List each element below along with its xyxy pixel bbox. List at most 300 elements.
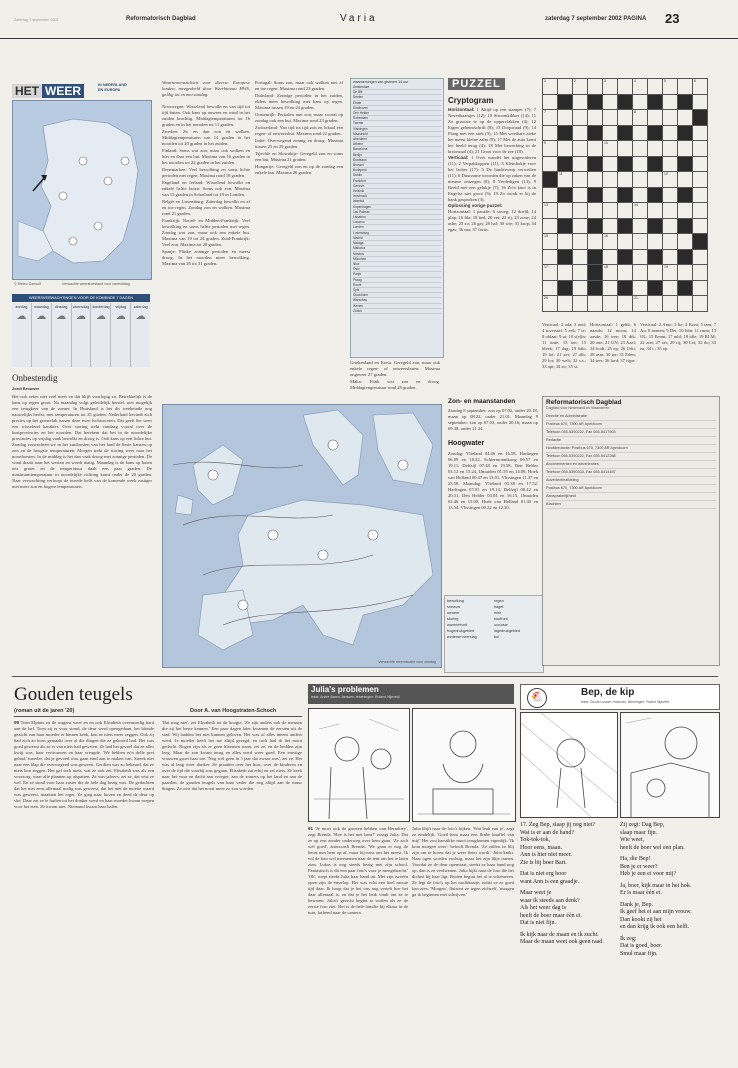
crossword-cell[interactable] — [573, 296, 588, 312]
julia-episode: 91 — [308, 826, 314, 831]
colofon-subtitle: Dagblad voor Nederland en Vlaanderen — [546, 406, 610, 410]
bep-line: Dat is niet fijn. — [520, 920, 556, 926]
crossword-cell[interactable] — [693, 187, 708, 203]
crossword-cell[interactable] — [588, 203, 603, 219]
crossword-number: 12 — [664, 172, 668, 176]
crossword-number: 19 — [664, 265, 668, 269]
crossword-number: 7 — [544, 110, 546, 114]
observation-row: Zürich — [353, 309, 441, 314]
header-date-label: zaterdag 7 september 2002 — [545, 16, 622, 22]
crossword-cell[interactable] — [573, 94, 588, 110]
crossword-cell[interactable] — [693, 141, 708, 157]
crossword-cell[interactable] — [693, 125, 708, 141]
crossword-cell[interactable] — [603, 218, 618, 234]
crossword-number: 18 — [604, 265, 608, 269]
crossword-cell[interactable] — [633, 296, 648, 312]
crossword-black-cell — [588, 265, 603, 281]
crossword-cell[interactable] — [558, 141, 573, 157]
crossword-cell[interactable] — [678, 110, 693, 126]
crossword-cell[interactable] — [558, 79, 573, 95]
forecast-day-label: dinsdag — [54, 305, 68, 309]
crossword-black-cell — [618, 187, 633, 203]
crossword-cell[interactable] — [558, 265, 573, 281]
sun-moon-text: Zondag 8 september: zon op 07.02, onder 20.18; maan op 08.22, onder 21.01. Maandag 9 september: zon op 07.03, onder 20.16; maan op 09.38, onder 21.24. — [448, 408, 538, 431]
crossword-cell[interactable] — [603, 156, 618, 172]
forecast-day-label: vrijdag — [115, 305, 127, 309]
weather-brand-weer: WEER — [42, 84, 84, 98]
bep-line: Als het weer dag is — [520, 905, 566, 911]
crossword-cell[interactable] — [663, 187, 678, 203]
crossword-black-cell — [618, 249, 633, 265]
observation-row: Mallorca — [353, 246, 441, 251]
crossword-cell[interactable] — [603, 187, 618, 203]
bep-line: 17. Zeg Bep, slaap jij nog niet? — [520, 822, 595, 828]
crossword-black-cell — [678, 218, 693, 234]
crossword-cell[interactable] — [573, 110, 588, 126]
crossword-cell[interactable] — [678, 203, 693, 219]
crossword-cell[interactable] — [633, 234, 648, 250]
crossword-cell[interactable] — [618, 296, 633, 312]
crossword-cell[interactable] — [648, 79, 663, 95]
crossword-cell[interactable] — [588, 296, 603, 312]
colofon-line: Advertentieafdeling — [546, 477, 716, 485]
colofon-line: Directie en Administratie — [546, 413, 716, 421]
crossword-cell[interactable] — [633, 249, 648, 265]
map-legend — [444, 595, 544, 673]
forecast-title: WEERSVERWACHTINGEN VOOR DE KOMENDE 7 DAGEN — [12, 294, 150, 302]
crossword-cell[interactable] — [693, 218, 708, 234]
cloud-sun-icon: ☁ — [16, 311, 27, 322]
crossword-cell[interactable] — [633, 141, 648, 157]
puzzel-oplossing-h: Horizontaal: 1 parade; 6 stroeg; 12 doeld; 14 plap; 16 Ida; 18 bed; 20 vet; 22 rij; 23 zone; 24 asbe; 25 zo; 26 gat; 28 haf; 30 wie; 31 krop; 34 egas; 36 ma; 37 fruits. — [448, 209, 536, 232]
country-forecast: Frankrijk: Noord- en Midden-Frankrijk: Veel bewolking en soms lichte perioden met regen. Zondag wat zon, maar ook een enkele bui. Maxima van 19 tot 24 graden. Zuid-Frankrijk: Veel zon. Maxima tot 28 graden. — [162, 218, 250, 247]
crossword-cell[interactable] — [573, 218, 588, 234]
observation-row: De Bilt — [353, 90, 441, 95]
observation-row: Locarno — [353, 220, 441, 225]
crossword-number: 6 — [694, 79, 696, 83]
crossword-cell[interactable] — [603, 234, 618, 250]
crossword-cell[interactable] — [573, 249, 588, 265]
crossword-cell[interactable] — [543, 79, 558, 95]
observation-row: Lissabon — [353, 215, 441, 220]
bep-line: Ha, die Bep! — [620, 856, 651, 862]
weather-brand-sub2: EN EUROPA — [98, 88, 121, 92]
crossword-cell[interactable] — [543, 187, 558, 203]
crossword-cell[interactable] — [693, 265, 708, 281]
crossword-cell[interactable] — [588, 172, 603, 188]
crossword-cell[interactable] — [558, 110, 573, 126]
observation-row: Twente — [353, 121, 441, 126]
crossword-cell[interactable] — [618, 110, 633, 126]
crossword-cell[interactable] — [603, 110, 618, 126]
observation-row: Luxemburg — [353, 231, 441, 236]
bep-header — [520, 684, 720, 710]
legend-item: storing — [447, 617, 459, 621]
crossword-cell[interactable] — [558, 296, 573, 312]
weather-article-byline: Jordi Brouwer — [12, 386, 40, 391]
crossword-cell[interactable] — [543, 265, 558, 281]
crossword-cell[interactable] — [663, 94, 678, 110]
header-page-label: PAGINA — [623, 16, 647, 22]
legend-item: koufront — [494, 617, 508, 621]
crossword-cell[interactable] — [633, 125, 648, 141]
legend-item: hogedrukgebied — [447, 629, 475, 633]
crossword-cell[interactable] — [543, 296, 558, 312]
header-left-date: Zaterdag 7 september 2002 — [14, 18, 59, 22]
bep-line: slaap maar fijn. — [620, 829, 658, 836]
crossword-number: 13 — [544, 203, 548, 207]
legend-item: bewolking — [447, 599, 464, 603]
crossword-cell[interactable] — [678, 265, 693, 281]
observation-row: Brussel — [353, 163, 441, 168]
crossword-number: 3 — [604, 79, 606, 83]
colofon-line: Klachten — [546, 501, 716, 509]
crossword-cell[interactable] — [603, 141, 618, 157]
crossword-cell[interactable] — [558, 234, 573, 250]
crossword-cell[interactable] — [543, 234, 558, 250]
crossword-cell[interactable] — [633, 187, 648, 203]
crossword-black-cell — [648, 94, 663, 110]
puzzel-oplossing-col3: Horizontaal: 1 geblt; 6 naaids; 12 moon; 14 aasde; 16 tree; 18 dik; 20 ene; 21 UN; 23 Azel; 24 kodi; 25 ep; 26 Udo; 28 asm; 30 tor; 31 Eden; 34 tres; 36 lord; 37 rijpe. — [590, 322, 636, 363]
crossword-cell[interactable] — [618, 203, 633, 219]
crossword-cell[interactable] — [663, 249, 678, 265]
country-forecast: Portugal: Soms zon, maar ook wolken met af en toe regen. Maxima rond 23 graden. — [255, 80, 343, 91]
crossword-cell[interactable] — [618, 234, 633, 250]
europe-map-caption: Verwachte weersituatie voor zondag — [378, 660, 436, 664]
crossword-cell[interactable] — [543, 125, 558, 141]
weather-map-caption: Verwachte weerstoestand voor vanmiddag — [62, 282, 130, 286]
serial-title: Gouden teugels — [14, 684, 133, 705]
crossword-black-cell — [618, 280, 633, 296]
weather-map-credit: © Meteo Consult — [14, 282, 41, 286]
crossword-cell[interactable] — [603, 94, 618, 110]
bep-line: Wie weet, — [620, 837, 645, 843]
weather-map-europe — [162, 404, 442, 668]
crossword-cell[interactable] — [588, 110, 603, 126]
chicken-icon: 🐔 — [527, 688, 547, 708]
bep-line: Tok-tok-tok, — [520, 837, 551, 843]
crossword-black-cell — [693, 110, 708, 126]
weather-article-text: Het ook zeker niet veel meer en dat blijft voorlopig zo. Betrekkelijk is de kans op regen groot. Na maandag volgt geleidelijk herstel, met mogelijk een terugkeer van de zomer. In Duitsland is het dit weekeinde nog nauwelijks herfst, met temperaturen tot 25 graden. Nederland bevindt zich precies op het grensvlak tussen deze twee luchtsoorten. Dat geeft het weer een wisselend karakter. Over storing trekt vandaag vooral over de kustprovincies en het noorden. Dat betekent dat het in de noordelijke provincies op vrijdag vaak bewolkt en droog is. Ook kans op een lichte bui. Zondag verwachten we in het zuidoosten van het land de beste kansen op zon en de hoogste temperaturen. Morgen trekt de storing weer naar het noordoosten. In de middag is het dan vaak droog met zonnige perioden. De wind draait naar het westen en wordt matig. Maandag is de kans op buien iets groter en de temperatuur daalt een paar graden. De maximumtemperatuur in noordelijke richting komt onder de 20 graden. Naar verwachting verloopt de tweede helft van de komende week rustiger met meer zon en hogere temperaturen. — [12, 394, 152, 489]
crossword-cell[interactable] — [648, 141, 663, 157]
bep-drawing-2 — [621, 713, 719, 817]
crossword-cell[interactable] — [693, 94, 708, 110]
crossword-black-cell — [678, 125, 693, 141]
crossword-cell[interactable] — [603, 125, 618, 141]
crossword-cell[interactable] — [633, 280, 648, 296]
crossword-number: 15 — [544, 234, 548, 238]
cloud-sun-icon: ☁ — [36, 311, 47, 322]
crossword-cell[interactable] — [663, 280, 678, 296]
observation-row: Dublin — [353, 173, 441, 178]
cloud-sun-icon: ☁ — [56, 311, 67, 322]
crossword-cell[interactable] — [618, 79, 633, 95]
crossword-cell[interactable] — [603, 296, 618, 312]
crossword-cell[interactable] — [678, 172, 693, 188]
crossword-cell[interactable] — [648, 265, 663, 281]
puzzel-oplossing-col4: Verticaal: 2 Amo; 3 Ite; 4 Koni; 5 tam; 7 Au; 8 nemen; 9 Dei; 10 Idin; 11 rmm; 13 OL; 15 Eenm; 17 mbl; 18 idle; 19 RLM; 22 zon; 27 zer; 29 rij; 30 Let; 32 do; 33 ea; 34 t.; 35 ep. — [640, 322, 716, 351]
crossword-cell[interactable] — [573, 156, 588, 172]
crossword-cell[interactable] — [663, 79, 678, 95]
crossword-cell[interactable] — [558, 172, 573, 188]
bep-line: en dan krijg ik ook een helft. — [620, 924, 690, 930]
crossword-cell[interactable] — [633, 172, 648, 188]
observation-row: Amsterdam — [353, 85, 441, 90]
crossword-cell[interactable] — [648, 172, 663, 188]
observation-row: Innsbruck — [353, 194, 441, 199]
forecast-day-label: zaterdag — [133, 305, 148, 309]
crossword-cell[interactable] — [558, 203, 573, 219]
puzzel-brand: PUZZEL — [448, 78, 505, 90]
crossword-grid — [542, 78, 708, 312]
crossword-cell[interactable] — [603, 172, 618, 188]
crossword-cell[interactable] — [573, 265, 588, 281]
country-forecast: België en Luxemburg: Zaterdag bewolkt en af en toe regen. Zondag zon en wolken. Maxima rond 21 graden. — [162, 199, 250, 216]
crossword-black-cell — [588, 280, 603, 296]
crossword-black-cell — [588, 218, 603, 234]
weather-country-col3 — [350, 360, 440, 400]
crossword-cell[interactable] — [678, 141, 693, 157]
crossword-cell[interactable] — [633, 110, 648, 126]
observation-row: Warschau — [353, 298, 441, 303]
crossword-number: 20 — [544, 296, 548, 300]
colofon-line: Telefoon 055-5390222, Fax 055-5417503 — [546, 429, 716, 437]
julia-text1: 'Je moet ook de groeten hebben van Herndoey', zegt Brenda. 'Hoe is het met hem?' vraagt Julia. Dat ze op een zonder onderweg over hem gaan. 'Ze zich wel goed', antwoordt Brenda. 'We gaan er nog de beurt met hem op af, maar hij mist ons het meest. Ik wil de foto wel meenemen naar de tent om het te laten zien. Lukas is nog steeds bezig met zijn school. Fantastisch is dit een paar foto's voor je meegebracht.' 'Oh', roept steekt Julia haar hand uit. — [308, 826, 408, 879]
country-forecast: Tsjechië en Slowakije: Geregeld zon en soms een bui. Maxima 21 graden. — [255, 151, 343, 162]
crossword-cell[interactable] — [633, 218, 648, 234]
country-forecast: Denemarken: Veel bewolking en soms lichte perioden met regen. Maxima rond 18 graden. — [162, 167, 250, 178]
crossword-cell[interactable] — [663, 172, 678, 188]
crossword-black-cell — [588, 249, 603, 265]
crossword-cell[interactable] — [603, 203, 618, 219]
crossword-cell[interactable] — [573, 141, 588, 157]
colofon-line: Postbus 670, 7300 AR Apeldoorn — [546, 421, 716, 429]
crossword-black-cell — [648, 249, 663, 265]
julia-panel-2 — [412, 708, 516, 822]
crossword-cell[interactable] — [573, 79, 588, 95]
country-forecast: Finland: Soms wat zon, maar ook wolken en hier en daar een bui. Maxima van 16 graden in het noorden tot 22 graden in het zuiden. — [162, 148, 250, 165]
crossword-number: 11 — [559, 172, 563, 176]
julia-drawing-2 — [413, 709, 515, 821]
bottom-section-rule — [12, 676, 718, 677]
header-date — [545, 16, 646, 22]
bep-line: Dan kookt zij het — [620, 916, 662, 923]
bep-text-col1 — [520, 822, 616, 1062]
legend-list — [447, 598, 541, 640]
header-paper-name: Reformatorisch Dagblad — [126, 16, 196, 22]
country-forecast: Duitsland: Zonnige perioden in het zuiden, elders meer bewolking met kans op regen. Maxima tussen 19 en 24 graden. — [255, 93, 343, 110]
crossword-cell[interactable] — [603, 265, 618, 281]
crossword-number: 4 — [634, 79, 636, 83]
crossword-cell[interactable] — [588, 79, 603, 95]
crossword-cell[interactable] — [573, 280, 588, 296]
julia-panel-1 — [308, 708, 410, 822]
bep-title: Bep, de kip — [581, 687, 635, 698]
crossword-cell[interactable] — [618, 141, 633, 157]
serial-text2: Gerdien was zo bekeurd, dat ze niets kon zeggen. Het gaf toch niets, wat ze ook zei. Elisabeth was als een voorzorg, waar alle plannen op afspatten. Ze was jaloers, zei ze, dat wist ze wel. En ze stond voor haar zuster die de hele dag bezig was. De gedachten dat het niet eens allemaal nodig was geweest, dat het niet de moeite waard was geweest, maakten het erger. Ze ging naar boven en deed de deur op slot. Daar zat ze te huilen tot het donker werd en haar moeder kwam roepen voor het eten. Ze kwam niet. Niemand kwam haar halen. — [14, 762, 154, 809]
observation-row: Maastricht — [353, 132, 441, 137]
forecast-day — [52, 303, 72, 367]
colofon-lines — [543, 411, 719, 511]
observation-row: Helsinki — [353, 189, 441, 194]
julia-title: Julia's problemen — [311, 685, 379, 694]
crossword-black-cell — [588, 156, 603, 172]
observation-row: Rome — [353, 283, 441, 288]
crossword-cell[interactable] — [663, 203, 678, 219]
observation-row: Malaga — [353, 241, 441, 246]
legend-item: bui — [494, 635, 500, 639]
crossword-cell[interactable] — [543, 156, 558, 172]
crossword-cell[interactable] — [648, 296, 663, 312]
julia-drawing-1 — [309, 709, 409, 821]
crossword-cell[interactable] — [633, 203, 648, 219]
observation-row: Stockholm — [353, 293, 441, 298]
observation-row: Athene — [353, 142, 441, 147]
crossword-cell[interactable] — [663, 110, 678, 126]
bep-line: Ik geef het ei aan mijn vrouw. — [620, 909, 692, 915]
crossword-cell[interactable] — [573, 234, 588, 250]
crossword-cell[interactable] — [663, 141, 678, 157]
crossword-cell[interactable] — [588, 234, 603, 250]
observation-table-title: waarnemingen van gisteren 14 uur — [353, 80, 409, 84]
observation-row: Genève — [353, 184, 441, 189]
crossword-cell[interactable] — [543, 203, 558, 219]
crossword-cell[interactable] — [693, 249, 708, 265]
bep-line: Zij zegt: Dag Bep, — [620, 822, 665, 828]
crossword-cell[interactable] — [543, 94, 558, 110]
crossword-cell[interactable] — [678, 234, 693, 250]
crossword-cell[interactable] — [693, 203, 708, 219]
crossword-cell[interactable] — [633, 265, 648, 281]
crossword-cell[interactable] — [543, 218, 558, 234]
observation-row: Bordeaux — [353, 158, 441, 163]
legend-item: mist — [494, 611, 501, 615]
crossword-cell[interactable] — [663, 265, 678, 281]
crossword-cell[interactable] — [633, 79, 648, 95]
crossword-black-cell — [678, 156, 693, 172]
crossword-cell[interactable] — [678, 296, 693, 312]
crossword-cell[interactable] — [663, 125, 678, 141]
crossword-cell[interactable] — [573, 203, 588, 219]
crossword-cell[interactable] — [618, 265, 633, 281]
observation-row: Kopenhagen — [353, 205, 441, 210]
crossword-cell[interactable] — [693, 79, 708, 95]
crossword-cell[interactable] — [648, 203, 663, 219]
crossword-cell[interactable] — [663, 296, 678, 312]
bep-line: want Ann is een graadje. — [520, 878, 580, 885]
crossword-cell[interactable] — [648, 110, 663, 126]
puzzel-title: Cryptogram — [448, 96, 494, 105]
crossword-cell[interactable] — [663, 234, 678, 250]
crossword-black-cell — [648, 125, 663, 141]
country-forecast: Spanje: Flinke zonnige perioden en meest droog. In het noorden meer bewolking. Maxima van 26 tot 31 graden. — [162, 249, 250, 266]
observation-row: Parijs — [353, 272, 441, 277]
legend-item: hagel — [494, 605, 504, 609]
crossword-cell[interactable] — [633, 156, 648, 172]
crossword-cell[interactable] — [588, 141, 603, 157]
crossword-black-cell — [558, 125, 573, 141]
serial-author: Door A. van Hoogstraten-Schoch — [190, 708, 277, 714]
crossword-cell[interactable] — [693, 280, 708, 296]
crossword-number: 2 — [574, 79, 576, 83]
crossword-cell[interactable] — [573, 172, 588, 188]
crossword-black-cell — [588, 94, 603, 110]
crossword-cell[interactable] — [573, 187, 588, 203]
country-forecast: Engeland en Ierland: Wisselend bewolkt en enkele lichte buien. Soms ook zon. Maxima van 15 graden in Schotland tot 19 in Londen. — [162, 180, 250, 197]
crossword-number: 10 — [604, 141, 608, 145]
crossword-black-cell — [618, 94, 633, 110]
colofon-line: Hoofdredactie: Postbus 670, 7300 AR Apeldoorn — [546, 445, 716, 453]
crossword-cell[interactable] — [633, 94, 648, 110]
crossword-black-cell — [558, 94, 573, 110]
bep-line: Smul maar fijn. — [620, 950, 658, 957]
crossword-black-cell — [558, 156, 573, 172]
forecast-day-label: woensdag — [72, 305, 90, 309]
observation-row: Frankfort — [353, 179, 441, 184]
bep-line: Heb je een ei voor mij? — [620, 871, 677, 877]
julia-text-col1 — [308, 826, 408, 1060]
serial-text3: 'Dat mag niet', zei Elisabeth tot de hoogte. 'Ze zijn anders ook de mensen die zij het beste kennen.' Een paar dagen later kwamen de eersten uit de stad. Wij hadden het niet kunnen geloven. Het was of alles ineens anders werd. Je moeder heeft het me altijd gezegd, en toch had ik het nooit gedacht. Bogen zijn als er geen bloemen staan, zei ze, en de bedden zijn leeg. Maar de zon kwam terug en alles werd weer goed. — [162, 720, 302, 755]
crossword-cell[interactable] — [678, 79, 693, 95]
crossword-cell[interactable] — [543, 110, 558, 126]
crossword-cell[interactable] — [603, 249, 618, 265]
crossword-cell[interactable] — [603, 79, 618, 95]
crossword-cell[interactable] — [693, 296, 708, 312]
observation-row: Eindhoven — [353, 106, 441, 111]
crossword-cell[interactable] — [663, 218, 678, 234]
bep-line: Dat is goed, boer. — [620, 943, 663, 949]
crossword-cell[interactable] — [543, 249, 558, 265]
puzzel-clues — [448, 107, 536, 407]
crossword-cell[interactable] — [618, 172, 633, 188]
crossword-cell[interactable] — [693, 156, 708, 172]
observation-rows — [351, 85, 443, 314]
crossword-cell[interactable] — [543, 141, 558, 157]
serial-subtitle: (roman uit de jaren '20) — [14, 708, 75, 714]
observation-row: München — [353, 257, 441, 262]
header-rule — [0, 38, 738, 39]
bep-line: Ik zeg: — [620, 935, 637, 942]
country-forecast: Hongarije: Geregeld zon en op de zondag een enkele bui. Maxima 26 graden. — [255, 164, 343, 175]
crossword-black-cell — [678, 280, 693, 296]
crossword-number: 1 — [544, 79, 546, 83]
country-forecast: Zweden: Zo en dan zon en wolken. Middagtemperaturen van 14 graden in het noorden tot 20 graden in het zuiden. — [162, 129, 250, 146]
bep-line: Ann is hier niet meer. — [520, 852, 572, 858]
observation-row: Vlissingen — [353, 127, 441, 132]
crossword-cell[interactable] — [603, 280, 618, 296]
crossword-black-cell — [648, 187, 663, 203]
legend-item: regen — [494, 599, 504, 603]
colofon-line: Redactie — [546, 437, 716, 445]
weather-map-netherlands — [12, 100, 152, 280]
crossword-black-cell — [558, 280, 573, 296]
crossword-cell[interactable] — [543, 280, 558, 296]
serial-text-col1 — [14, 720, 154, 1060]
crossword-black-cell — [558, 249, 573, 265]
forecast-day — [91, 303, 111, 367]
crossword-cell[interactable] — [693, 172, 708, 188]
bep-panel-1 — [520, 712, 618, 818]
crossword-black-cell — [693, 234, 708, 250]
crossword-black-cell — [678, 249, 693, 265]
forecast-day-label: maandag — [33, 305, 49, 309]
crossword-cell[interactable] — [573, 125, 588, 141]
crossword-cell[interactable] — [663, 156, 678, 172]
country-forecast: Italië: Overwegend zonnig en droog. Maxima tussen 25 en 29 graden. — [255, 138, 343, 149]
bep-line: Ik kijk naar de maan en ik zucht. — [520, 931, 599, 938]
crossword-cell[interactable] — [648, 234, 663, 250]
observation-row: Moskou — [353, 252, 441, 257]
